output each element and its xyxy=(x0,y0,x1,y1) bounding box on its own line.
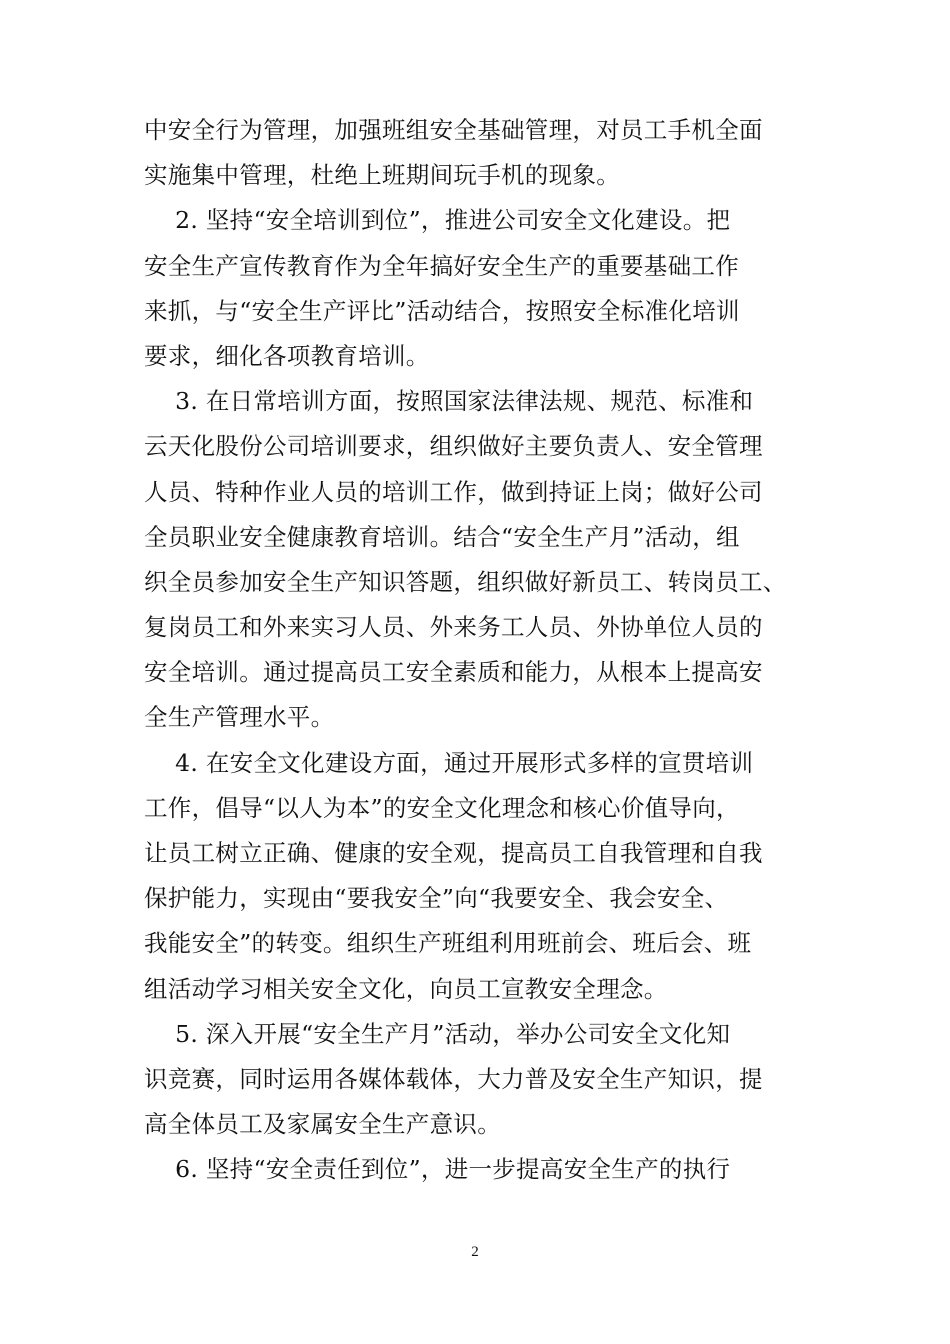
text-line: 6. 坚持“安全责任到位”，进一步提高安全生产的执行 xyxy=(144,1155,731,1184)
text-line: 2. 坚持“安全培训到位”，推进公司安全文化建设。把 xyxy=(144,206,731,235)
text-line: 让员工树立正确、健康的安全观，提高员工自我管理和自我 xyxy=(144,839,763,867)
text-line: 来抓，与“安全生产评比”活动结合，按照安全标准化培训 xyxy=(144,296,740,325)
text-line: 保护能力，实现由“要我安全”向“我要安全、我会安全、 xyxy=(144,884,729,913)
text-line: 我能安全”的转变。组织生产班组利用班前会、班后会、班 xyxy=(144,929,752,958)
text-line: 识竞赛，同时运用各媒体载体，大力普及安全生产知识，提 xyxy=(144,1064,763,1093)
text-line: 人员、特种作业人员的培训工作，做到持证上岗；做好公司 xyxy=(144,477,763,506)
text-line: 4. 在安全文化建设方面，通过开展形式多样的宣贯培训 xyxy=(144,748,754,777)
text-line: 实施集中管理，杜绝上班期间玩手机的现象。 xyxy=(144,161,620,190)
body-text xyxy=(144,108,808,1193)
text-line: 中安全行为管理，加强班组安全基础管理，对员工手机全面 xyxy=(144,116,763,144)
text-line: 全员职业安全健康教育培训。结合“安全生产月”活动，组 xyxy=(144,522,740,551)
text-line: 高全体员工及家属安全生产意识。 xyxy=(144,1110,501,1139)
text-line: 云天化股份公司培训要求，组织做好主要负责人、安全管理 xyxy=(144,432,763,461)
text-line: 全生产管理水平。 xyxy=(144,703,335,732)
text-line: 复岗员工和外来实习人员、外来务工人员、外协单位人员的 xyxy=(144,613,763,642)
page-number: 2 xyxy=(471,1244,479,1260)
text-line: 5. 深入开展“安全生产月”活动，举办公司安全文化知 xyxy=(144,1019,731,1048)
text-line: 要求，细化各项教育培训。 xyxy=(144,341,430,370)
text-line: 3. 在日常培训方面，按照国家法律法规、规范、标准和 xyxy=(144,387,754,416)
text-line: 组活动学习相关安全文化，向员工宣教安全理念。 xyxy=(144,974,668,1003)
text-line: 安全生产宣传教育作为全年搞好安全生产的重要基础工作 xyxy=(144,251,739,280)
text-line: 安全培训。通过提高员工安全素质和能力，从根本上提高安 xyxy=(144,658,763,687)
text-line: 织全员参加安全生产知识答题，组织做好新员工、转岗员工、 xyxy=(144,567,787,596)
text-line: 工作，倡导“以人为本”的安全文化理念和核心价值导向， xyxy=(144,793,740,822)
